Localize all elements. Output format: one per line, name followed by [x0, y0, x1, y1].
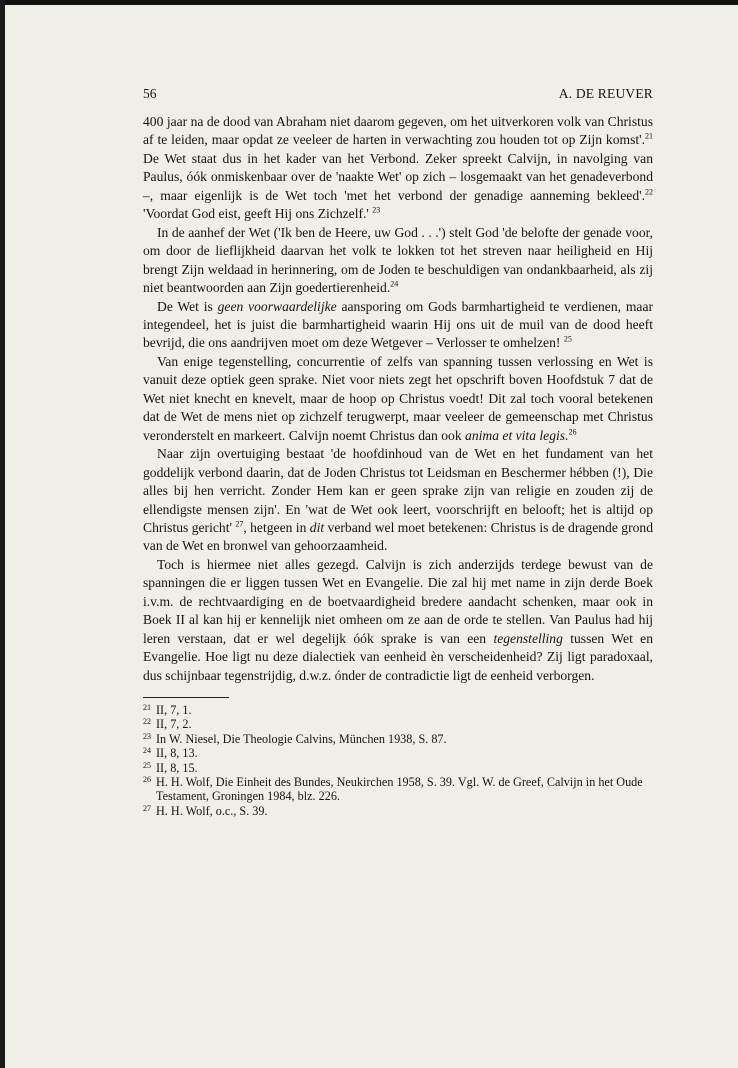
paragraph	[143, 445, 653, 556]
text-segment: verband wel moet betekenen: Christus is de dragende grond van de Wet en bronwel van gehoorzaamheid.	[143, 519, 653, 554]
text-segment: 'Voordat God eist, geeft Hij ons Zichzelf.'	[143, 206, 373, 222]
text-segment: Van enige tegenstelling, concurrentie of zelfs van spanning tussen verlossing en Wet is vanuit deze optiek geen sprake. Niet voor niets zegt het opschrift boven Hoofdstuk 7 dat de Wet niet knecht en knevelt, maar de hoop op Christus voedt! Dit zal toch vooral betekenen dat de Wet de mens niet op zichzelf terugwerpt, maar veeleer de gemeenschap met Christus veronderstelt en markeert. Calvijn noemt Christus dan ook	[143, 353, 653, 443]
body-text	[143, 113, 653, 685]
footnotes	[143, 703, 653, 818]
footnote-separator	[143, 697, 229, 698]
text-segment: Naar zijn overtuiging bestaat 'de hoofdinhoud van de Wet en het fundament van het goddelijk verbond daarin, dat de Joden Christus tot Leidsman en Beschermer hébben (!), Die alles bij hen verricht. Zonder Hem kan er geen sprake zijn van religie en zouden zij de ellendigste mensen zijn'. En 'wat de Wet ook leert, voorschrijft en belooft; het is altijd op Christus gericht'	[143, 446, 653, 535]
footnote-reference: 26	[568, 427, 577, 437]
text-segment: aansporing om Gods barmhartigheid te verdienen, maar integendeel, het is juist die barmhartigheid waarin Hij ons uit de muil van de dood heeft bevrijd, die ons aandrijven moet om deze Wetgever – Verlosser te omhelzen!	[143, 298, 653, 351]
footnote	[143, 775, 653, 804]
footnote-number: 23	[143, 731, 151, 741]
footnote-text: H. H. Wolf, Die Einheit des Bundes, Neukirchen 1958, S. 39. Vgl. W. de Greef, Calvijn in het Oude Testament, Groningen 1984, blz. 226.	[156, 775, 643, 804]
paragraph	[143, 556, 653, 685]
book-page	[143, 86, 653, 818]
footnote-text: In W. Niesel, Die Theologie Calvins, München 1938, S. 87.	[156, 731, 447, 746]
footnote-number: 27	[143, 803, 151, 813]
italic-text: geen voorwaardelijke	[217, 298, 337, 314]
footnote-reference: 22	[645, 187, 653, 197]
running-head-author: A. DE REUVER	[558, 86, 653, 101]
text-segment: , hetgeen in	[243, 519, 310, 535]
text-segment: tussen Wet en Evangelie. Hoe ligt nu deze dialectiek van eenheid èn verscheidenheid? Zij ligt paradoxaal, dus schijnbaar tegenstrijdig, d.w.z. ónder de contradictie ligt de eenheid verborgen.	[143, 630, 653, 683]
paragraph	[143, 113, 653, 224]
footnote	[143, 703, 653, 717]
scan-left-edge	[0, 0, 5, 1068]
paragraph	[143, 224, 653, 298]
footnote-number: 22	[143, 717, 151, 727]
footnote-text: II, 8, 13.	[156, 746, 198, 761]
footnote-number: 26	[143, 775, 151, 785]
footnote	[143, 717, 653, 731]
italic-text: anima et vita legis.	[465, 427, 569, 443]
text-segment: Toch is hiermee niet alles gezegd. Calvijn is zich anderzijds terdege bewust van de spanningen die er liggen tussen Wet en Evangelie. Die zal hij met name in zijn derde Boek i.v.m. de rechtvaardiging en de boetvaardigheid bredere aandacht schenken, maar ook in Boek II al kan hij er kennelijk niet omheen om ze aan de orde te stellen. Van Paulus had hij leren verstaan, dat er wel degelijk óók sprake is van een	[143, 556, 653, 646]
footnote-reference: 25	[563, 334, 572, 344]
footnote	[143, 746, 653, 760]
footnote-number: 21	[143, 703, 151, 713]
footnote-text: II, 7, 1.	[156, 703, 192, 718]
footnote-number: 25	[143, 760, 151, 770]
footnote	[143, 732, 653, 746]
footnote-reference: 24	[390, 279, 399, 289]
italic-text: dit	[309, 519, 325, 535]
italic-text: tegenstelling	[493, 630, 563, 646]
running-head	[143, 86, 653, 102]
footnote-reference: 27	[235, 519, 244, 529]
footnote-text: H. H. Wolf, o.c., S. 39.	[156, 803, 268, 818]
text-segment: 400 jaar na de dood van Abraham niet daarom gegeven, om het uitverkoren volk van Christus af te leiden, maar opdat ze veeleer de harten in verwachting zou houden tot op Zijn komst'.	[143, 114, 653, 148]
paragraph	[143, 298, 653, 353]
paragraph	[143, 353, 653, 445]
text-segment: De Wet staat dus in het kader van het Verbond. Zeker spreekt Calvijn, in navolging van Paulus, óók onmiskenbaar over de 'naakte Wet' op zich – losgemaakt van het genadeverbond –, maar eigenlijk is de Wet toch 'met het verbond der genadige aanneming bekleed'.	[143, 150, 653, 203]
scan-top-edge	[0, 0, 738, 5]
footnote-reference: 21	[645, 131, 653, 141]
footnote	[143, 804, 653, 818]
footnote-reference: 23	[372, 205, 381, 215]
footnote-number: 24	[143, 746, 151, 756]
footnote	[143, 761, 653, 775]
text-segment: De Wet is	[157, 298, 218, 314]
text-segment: In de aanhef der Wet ('Ik ben de Heere, uw God . . .') stelt God 'de belofte der genade voor, om door de lieflijkheid daarvan het volk te lokken tot het streven naar heiligheid en Hij brengt Zijn weldaad in herinnering, om de Joden te beschuldigen van ondankbaarheid, als zij niet beantwoorden aan Zijn goedertierenheid.	[143, 224, 653, 296]
footnote-text: II, 8, 15.	[156, 760, 198, 775]
footnote-text: II, 7, 2.	[156, 717, 192, 732]
page-number: 56	[143, 86, 157, 101]
